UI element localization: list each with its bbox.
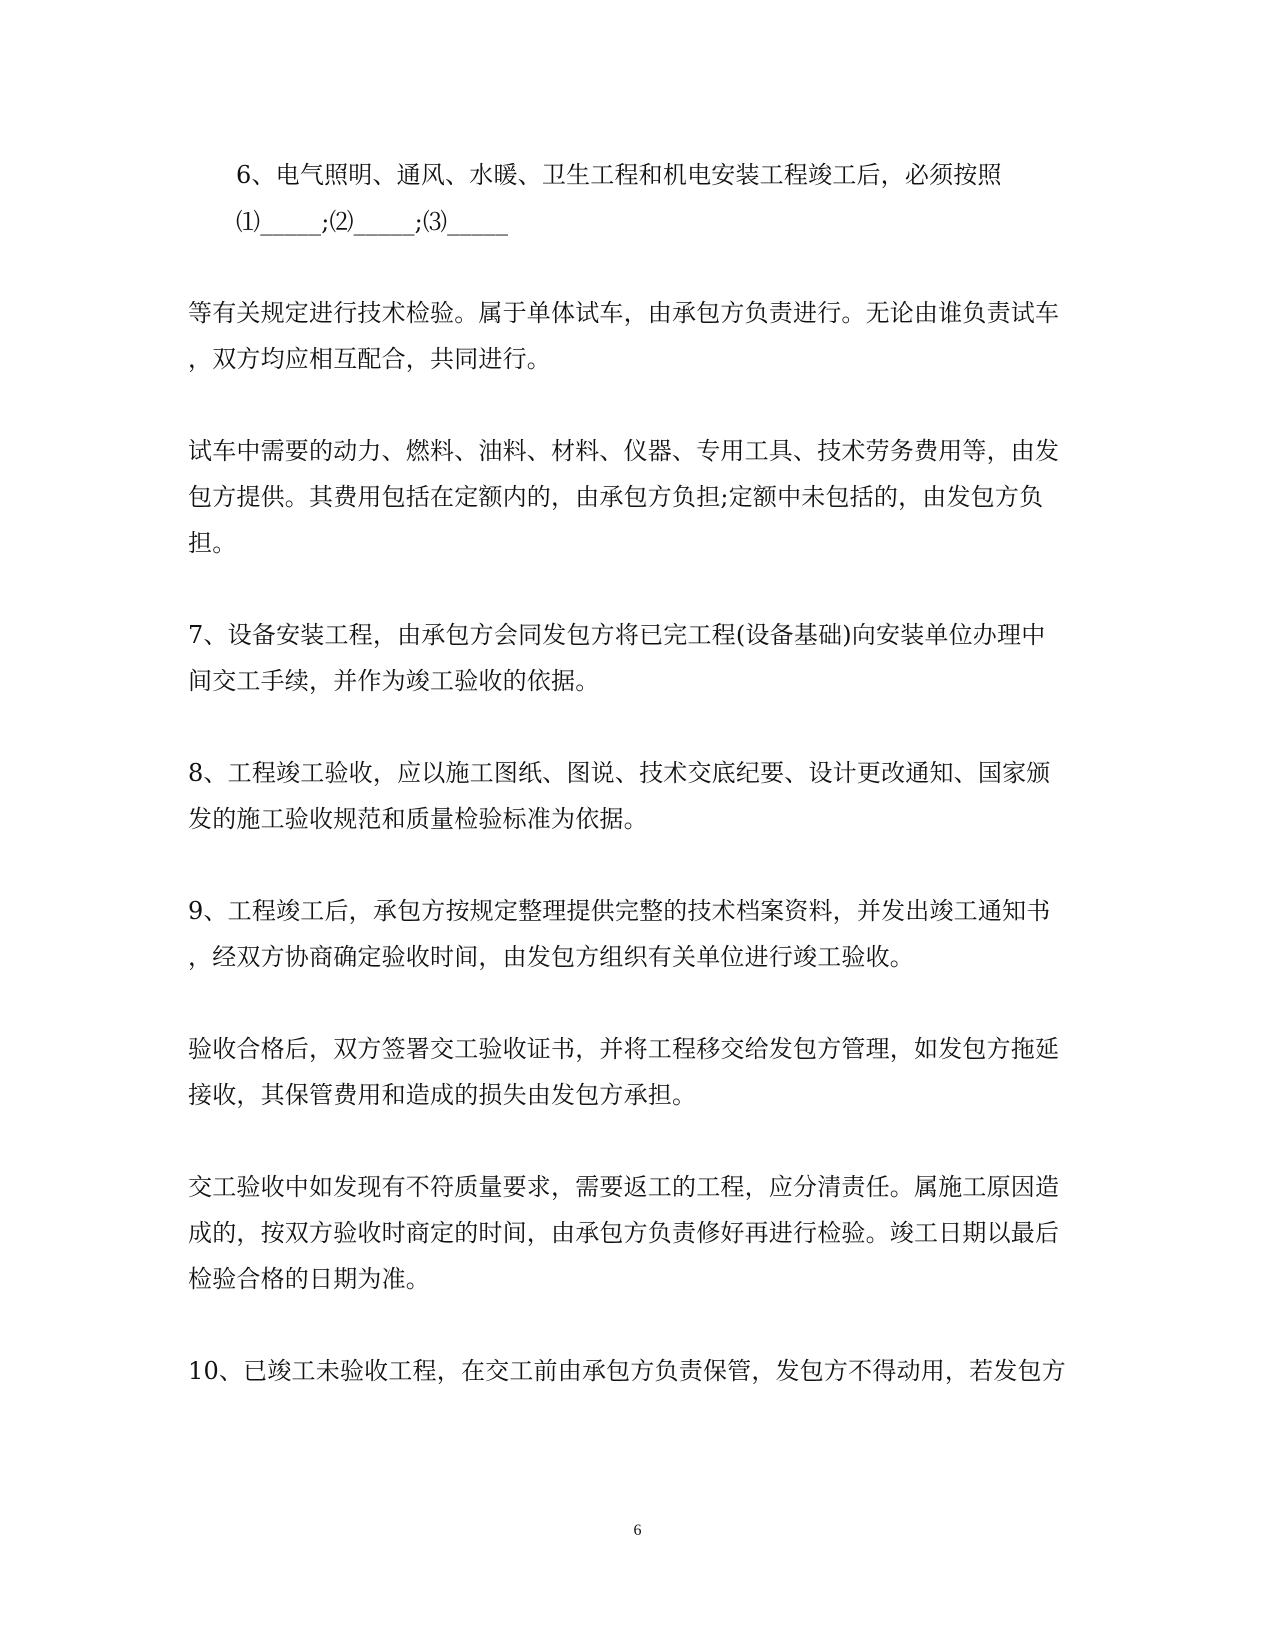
item-8-line-1: 8、工程竣工验收，应以施工图纸、图说、技术交底纪要、设计更改通知、国家颁 xyxy=(188,759,1051,787)
item-6-line-1: 6、电气照明、通风、水暖、卫生工程和机电安装工程竣工后，必须按照 xyxy=(236,161,1002,189)
rework-line-2: 成的，按双方验收时商定的时间，由承包方负责修好再进行检验。竣工日期以最后 xyxy=(188,1219,1060,1247)
item-9-line-2: ，经双方协商确定验收时间，由发包方组织有关单位进行竣工验收。 xyxy=(188,943,914,971)
rework-line-1: 交工验收中如发现有不符质量要求，需要返工的工程，应分清责任。属施工原因造 xyxy=(188,1173,1060,1201)
item-8-line-2: 发的施工验收规范和质量检验标准为依据。 xyxy=(188,805,648,833)
item-9-line-1: 9、工程竣工后，承包方按规定整理提供完整的技术档案资料，并发出竣工通知书 xyxy=(188,897,1051,925)
trial-costs-line-1: 试车中需要的动力、燃料、油料、材料、仪器、专用工具、技术劳务费用等，由发 xyxy=(188,437,1060,465)
item-6-blanks: ⑴_____;⑵_____;⑶_____ xyxy=(236,208,509,236)
item-7-line-2: 间交工手续，并作为竣工验收的依据。 xyxy=(188,667,600,695)
trial-costs-line-2: 包方提供。其费用包括在定额内的，由承包方负担;定额中未包括的，由发包方负 xyxy=(188,483,1044,511)
page-number: 6 xyxy=(633,1522,642,1539)
trial-run-line-2: ，双方均应相互配合，共同进行。 xyxy=(188,345,551,373)
trial-costs-line-3: 担。 xyxy=(188,529,237,557)
item-10-line-1: 10、已竣工未验收工程，在交工前由承包方负责保管，发包方不得动用，若发包方 xyxy=(188,1357,1066,1385)
trial-run-line-1: 等有关规定进行技术检验。属于单体试车，由承包方负责进行。无论由谁负责试车 xyxy=(188,299,1060,327)
acceptance-line-2: 接收，其保管费用和造成的损失由发包方承担。 xyxy=(188,1081,697,1109)
rework-line-3: 检验合格的日期为准。 xyxy=(188,1265,430,1293)
item-7-line-1: 7、设备安装工程，由承包方会同发包方将已完工程(设备基础)向安装单位办理中 xyxy=(188,621,1046,649)
acceptance-line-1: 验收合格后，双方签署交工验收证书，并将工程移交给发包方管理，如发包方拖延 xyxy=(188,1035,1060,1063)
